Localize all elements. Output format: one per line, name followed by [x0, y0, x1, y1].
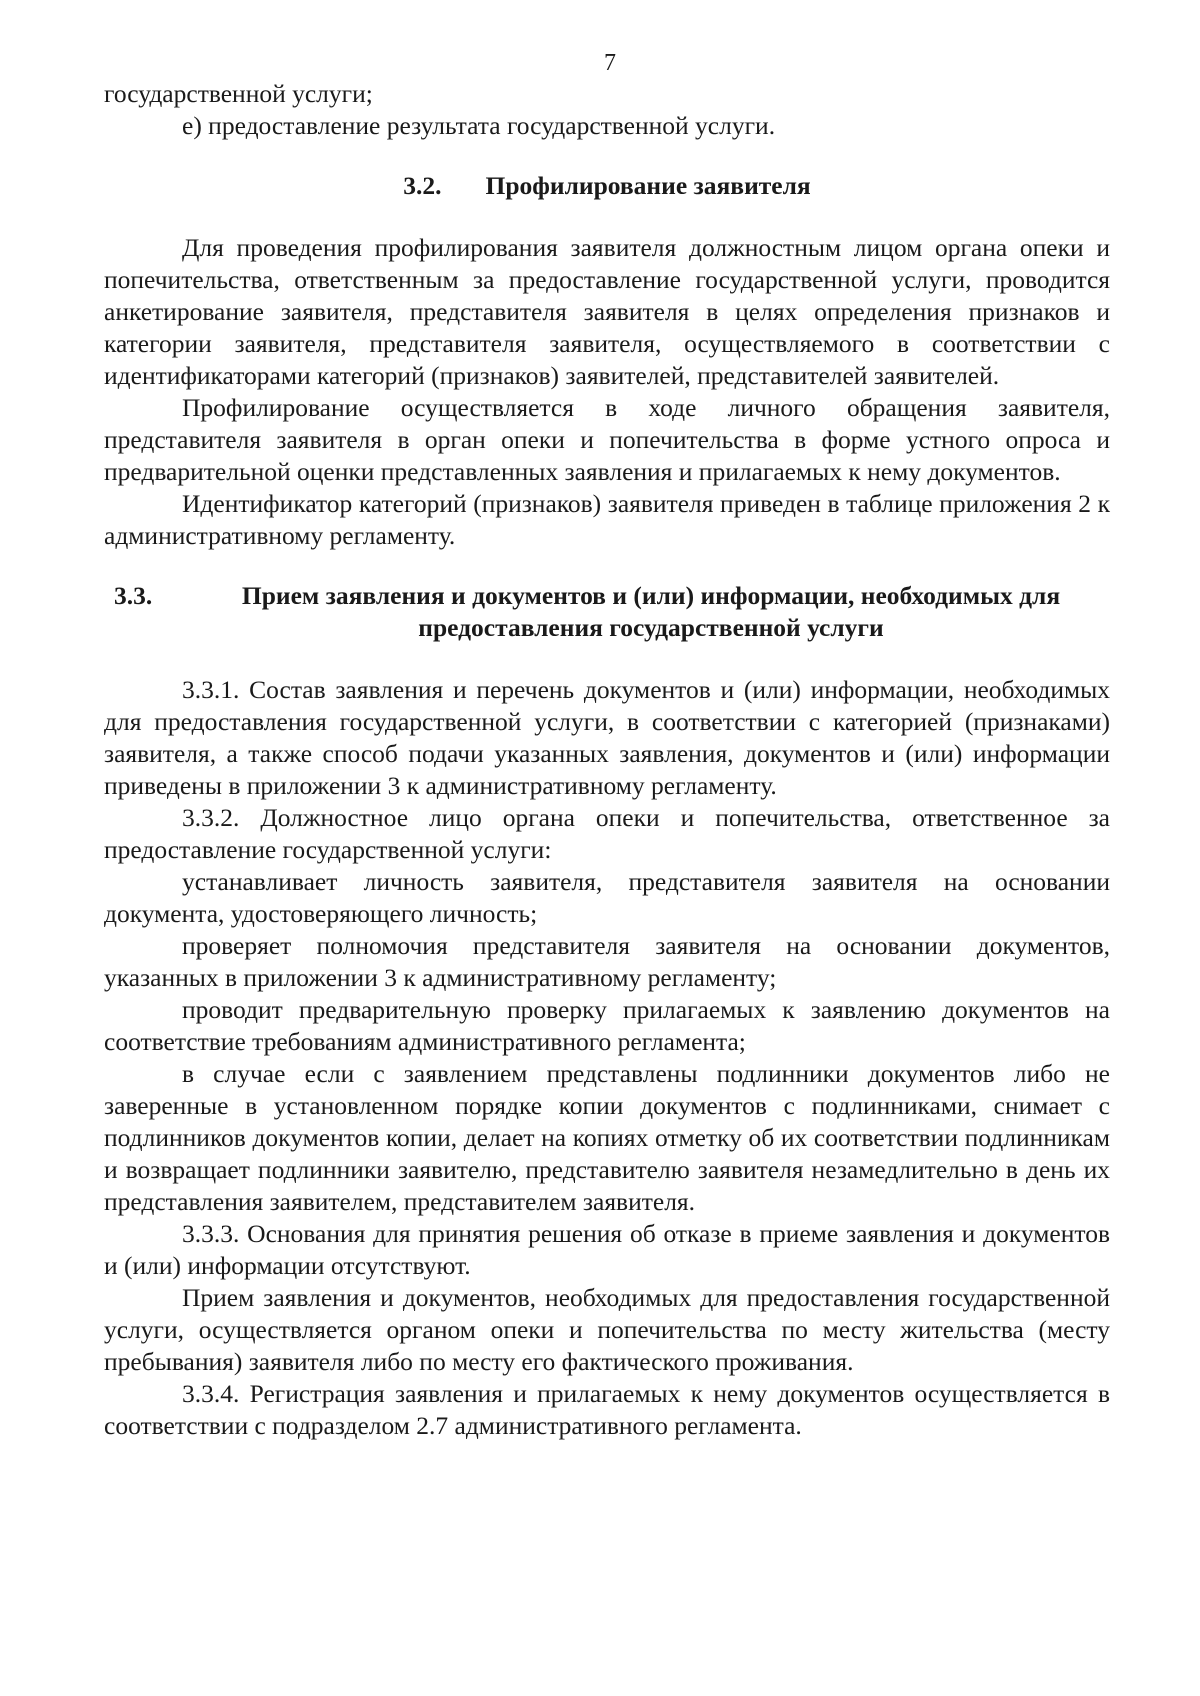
lead-line-1: государственной услуги; — [104, 79, 373, 108]
page-number: 7 — [604, 50, 616, 76]
section-3-2-title: Профилирование заявителя — [485, 171, 811, 200]
section-3-3-title: Прием заявления и документов и (или) информации, необходимых для предоставления государственной услуги — [241, 581, 1061, 642]
page-content — [104, 78, 1110, 1442]
section-3-2-paragraph: Профилирование осуществляется в ходе личного обращения заявителя, представителя заявителя в орган опеки и попечительства в форме устного опроса и предварительной оценки представленных заявления и прилагаемых к нему документов. — [104, 393, 1110, 486]
section-3-3-paragraph: 3.3.2. Должностное лицо органа опеки и попечительства, ответственное за предоставление государственной услуги: — [104, 803, 1110, 864]
section-3-3-paragraph: 3.3.3. Основания для принятия решения об отказе в приеме заявления и документов и (или) информации отсутствуют. — [104, 1219, 1110, 1280]
section-3-3-paragraph: 3.3.1. Состав заявления и перечень документов и (или) информации, необходимых для предоставления государственной услуги, в соответствии с категорией (признаками) заявителя, а также способ подачи указанных заявления, документов и (или) информации приведены в приложении 3 к административному регламенту. — [104, 675, 1110, 800]
section-3-3-heading — [104, 580, 1110, 644]
section-3-3-paragraph: устанавливает личность заявителя, представителя заявителя на основании документа, удостоверяющего личность; — [104, 867, 1110, 928]
section-3-2-heading — [104, 170, 1110, 202]
section-3-3-paragraph: 3.3.4. Регистрация заявления и прилагаемых к нему документов осуществляется в соответствии с подразделом 2.7 административного регламента. — [104, 1379, 1110, 1440]
section-3-3-paragraph: Прием заявления и документов, необходимых для предоставления государственной услуги, осуществляется органом опеки и попечительства по месту жительства (месту пребывания) заявителя либо по месту его фактического проживания. — [104, 1283, 1110, 1376]
section-3-3-paragraph: проводит предварительную проверку прилагаемых к заявлению документов на соответствие требованиям административного регламента; — [104, 995, 1110, 1056]
section-3-2-number: 3.2. — [403, 171, 442, 200]
section-3-2-paragraph: Для проведения профилирования заявителя должностным лицом органа опеки и попечительства, ответственным за предоставление государственной услуги, проводится анкетирование заявителя, представителя заявителя в целях определения признаков и категории заявителя, представителя заявителя, осуществляемого в соответствии с идентификаторами категорий (признаков) заявителей, представителей заявителей. — [104, 233, 1110, 390]
section-3-3-number: 3.3. — [114, 581, 153, 610]
section-3-3-paragraph: в случае если с заявлением представлены подлинники документов либо не заверенные в установленном порядке копии документов с подлинниками, снимает с подлинников документов копии, делает на копиях отметку об их соответствии подлинникам и возвращает подлинники заявителю, представителю заявителя незамедлительно в день их представления заявителем, представителем заявителя. — [104, 1059, 1110, 1216]
section-3-3-paragraph: проверяет полномочия представителя заявителя на основании документов, указанных в приложении 3 к административному регламенту; — [104, 931, 1110, 992]
lead-line-2: е) предоставление результата государственной услуги. — [182, 111, 776, 140]
section-3-2-paragraph: Идентификатор категорий (признаков) заявителя приведен в таблице приложения 2 к административному регламенту. — [104, 489, 1110, 550]
